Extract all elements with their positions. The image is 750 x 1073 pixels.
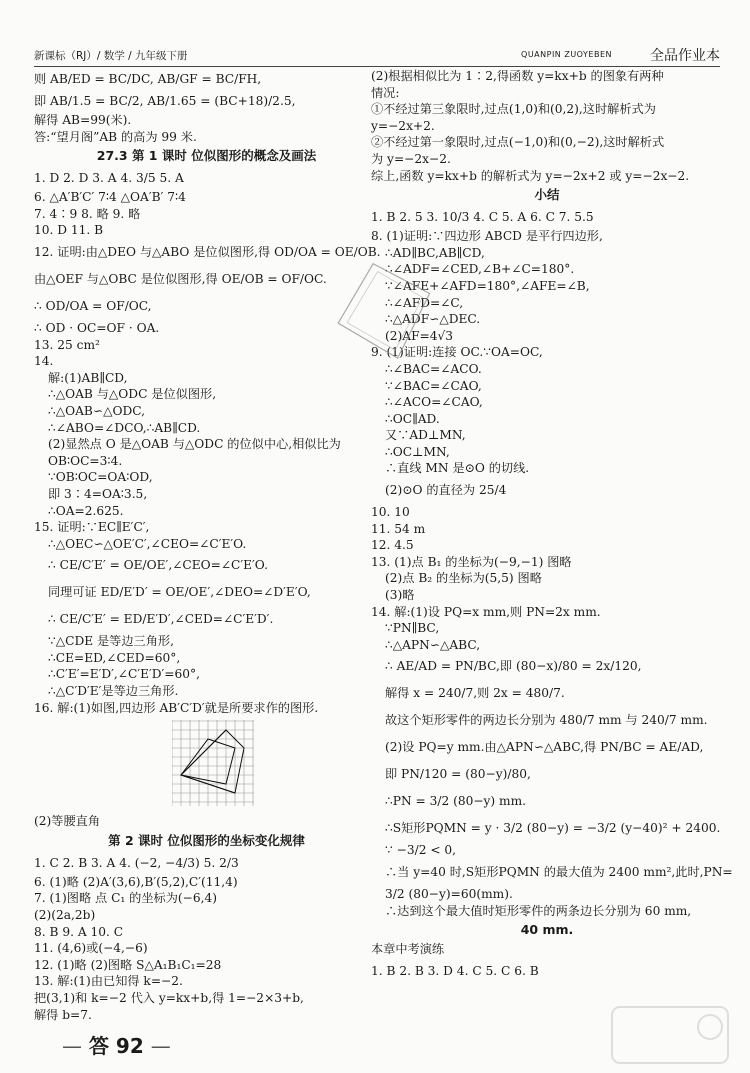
page-number: 答 92 — [88, 1034, 144, 1058]
answer-line: 综上,函数 y=kx+b 的解析式为 y=−2x+2 或 y=−2x−2. — [371, 168, 690, 183]
answer-line: ∴ OD · OC=OF · OA. — [34, 320, 160, 335]
answer-line: (2)⊙O 的直径为 25/4 — [385, 483, 507, 498]
answer-line: ∴CE=ED,∠CED=60°, — [48, 650, 181, 665]
section-heading: 40 mm. — [520, 922, 574, 938]
answer-line: ∴∠BAC=∠ACO. — [385, 361, 482, 376]
answer-line: 又∵AD⊥MN, — [385, 428, 466, 443]
answer-line: 1. D 2. D 3. A 4. 3/5 5. A — [34, 171, 184, 186]
answer-line: ∴ OD/OA = OF/OC, — [34, 298, 152, 313]
section-heading: 27.3 第 1 课时 位似图形的概念及画法 — [96, 148, 317, 164]
answer-line: (2)(2a,2b) — [34, 908, 96, 923]
answer-line: ∵∠BAC=∠CAO, — [385, 378, 482, 393]
answer-line: (2)AF=4√3 — [385, 328, 454, 343]
answer-line: 则 AB/ED = BC/DC, AB/GF = BC/FH, — [34, 72, 262, 86]
answer-line: 即 3∶4=OA∶3.5, — [48, 486, 148, 501]
answer-line: 13. 解:(1)由已知得 k=−2. — [34, 974, 183, 989]
answer-line: ∴C′E′=E′D′,∠C′E′D′=60°, — [48, 667, 200, 682]
answer-line: 解得 x = 240/7,则 2x = 480/7. — [385, 686, 565, 701]
answer-line: ∴OC∥AD. — [385, 411, 440, 426]
answer-line: 解得 b=7. — [34, 1007, 92, 1022]
answer-line: (2)设 PQ=y mm.由△APN∽△ABC,得 PN/BC = AE/AD, — [385, 740, 704, 755]
answer-line: 7. 4∶9 8. 略 9. 略 — [34, 206, 141, 221]
footer-dash-right: — — [150, 1034, 171, 1058]
answer-line: ∴S矩形PQMN = y · 3/2 (80−y) = −3/2 (y−40)² + 2400. — [385, 821, 721, 836]
answer-line: ∴达到这个最大值时矩形零件的两条边长分别为 60 mm, — [385, 903, 692, 918]
answer-line: ∴AD∥BC,AB∥CD, — [385, 245, 485, 260]
answer-line: ∵OB∶OC=OA∶OD, — [48, 470, 153, 485]
left-column — [34, 68, 379, 1023]
answer-line: 9. (1)证明:连接 OC.∵OA=OC, — [371, 345, 543, 360]
brand-title: 全品作业本 — [650, 48, 720, 64]
answer-line: 即 PN/120 = (80−y)/80, — [385, 767, 531, 782]
answer-line: 12. 4.5 — [371, 538, 414, 553]
answer-line: 解:(1)AB∥CD, — [48, 370, 128, 385]
answer-line: 15. 证明:∵EC∥E′C′, — [34, 520, 150, 535]
answer-line: 由△OEF 与△OBC 是位似图形,得 OE/OB = OF/OC. — [34, 271, 327, 286]
answer-line: 3/2 (80−y)=60(mm). — [385, 887, 513, 901]
answer-line: ∴ CE/C′E′ = ED/E′D′,∠CED=∠C′E′D′. — [48, 612, 274, 627]
section-heading: 小结 — [534, 187, 560, 203]
brand-pinyin: QUANPIN ZUOYEBEN — [521, 50, 612, 59]
answer-line: 答:“望月阁”AB 的高为 99 米. — [34, 129, 197, 144]
answer-line: ∴OA=2.625. — [48, 503, 124, 518]
answer-line: ∴△OAB∽△ODC, — [48, 403, 145, 418]
answer-line: (2)等腰直角 — [34, 814, 101, 829]
answer-line: 6. △A′B′C′ 7∶4 △OA′B′ 7∶4 — [34, 190, 186, 205]
answer-line: ∴△C′D′E′是等边三角形. — [48, 684, 179, 699]
answer-line: ∴∠ABO=∠DCO,∴AB∥CD. — [48, 420, 201, 435]
answer-line: 故这个矩形零件的两边长分别为 480/7 mm 与 240/7 mm. — [385, 713, 708, 728]
answer-line: ∴△APN∽△ABC, — [385, 637, 481, 652]
grid-figure — [172, 720, 254, 806]
answer-line: ∴ CE/C′E′ = OE/OE′,∠CEO=∠C′E′O. — [48, 558, 268, 573]
answer-line: 解得 AB=99(米). — [34, 113, 132, 127]
answer-line: ∴直线 MN 是⊙O 的切线. — [385, 461, 530, 476]
answer-line: 16. 解:(1)如图,四边形 AB′C′D′就是所要求作的图形. — [34, 700, 319, 715]
answer-line: 1. B 2. 5 3. 10/3 4. C 5. A 6. C 7. 5.5 — [371, 210, 594, 225]
section-heading: 第 2 课时 位似图形的坐标变化规律 — [108, 832, 305, 848]
answer-line: 把(3,1)和 k=−2 代入 y=kx+b,得 1=−2×3+b, — [34, 991, 304, 1005]
answer-line: 11. (4,6)或(−4,−6) — [34, 941, 148, 956]
answer-line: ∵PN∥BC, — [385, 621, 440, 636]
answer-line: OB∶OC=3∶4. — [48, 453, 123, 468]
answer-line: 本章中考演练 — [371, 942, 445, 957]
answer-line: ∴ AE/AD = PN/BC,即 (80−x)/80 = 2x/120, — [385, 659, 642, 674]
answer-line: 14. 解:(1)设 PQ=x mm,则 PN=2x mm. — [371, 604, 601, 619]
answer-line: ∵ −3/2 < 0, — [385, 843, 457, 858]
answer-line: 同理可证 ED/E′D′ = OE/OE′,∠DEO=∠D′E′O, — [48, 585, 311, 600]
answer-line: 6. (1)略 (2)A′(3,6),B′(5,2),C′(11,4) — [34, 874, 238, 889]
answer-line: 7. (1)图略 点 C₁ 的坐标为(−6,4) — [34, 891, 218, 906]
answer-line: 为 y=−2x−2. — [371, 151, 451, 166]
answer-line: 10. 10 — [371, 505, 410, 520]
answer-line: 13. (1)点 B₁ 的坐标为(−9,−1) 图略 — [371, 554, 572, 569]
answer-line: 10. D 11. B — [34, 223, 104, 238]
answer-line: (2)点 B₂ 的坐标为(5,5) 图略 — [385, 571, 542, 586]
page-footer — [62, 1030, 171, 1059]
right-column — [371, 68, 733, 985]
answer-line: 情况: — [371, 85, 400, 100]
answer-line: ∴PN = 3/2 (80−y) mm. — [385, 794, 527, 809]
answer-line: 1. C 2. B 3. A 4. (−2, −4/3) 5. 2/3 — [34, 855, 239, 870]
answer-line: ∴OC⊥MN, — [385, 444, 450, 459]
answer-line: 8. (1)证明:∵四边形 ABCD 是平行四边形, — [371, 229, 603, 244]
answer-line: ∵∠AFE+∠AFD=180°,∠AFE=∠B, — [385, 278, 590, 293]
answer-line: ∴△OAB 与△ODC 是位似图形, — [48, 387, 217, 402]
answer-line: 14. — [34, 354, 54, 369]
answer-line: y=−2x+2. — [371, 118, 435, 133]
answer-line: ①不经过第三象限时,过点(1,0)和(0,2),这时解析式为 — [371, 102, 656, 117]
answer-line: ②不经过第一象限时,过点(−1,0)和(0,−2),这时解析式 — [371, 135, 665, 150]
footer-dash-left: — — [62, 1034, 82, 1058]
watermark-logo — [610, 1005, 730, 1065]
answer-line: ∴∠AFD=∠C, — [385, 295, 464, 310]
answer-line: ∵△CDE 是等边三角形, — [48, 634, 174, 649]
answer-line: 12. 证明:由△DEO 与△ABO 是位似图形,得 OD/OA = OE/OB. — [34, 244, 381, 259]
answer-line: 1. B 2. B 3. D 4. C 5. C 6. B — [371, 963, 539, 978]
answer-line: ∴当 y=40 时,S矩形PQMN 的最大值为 2400 mm²,此时,PN= — [385, 865, 733, 879]
answer-line: (2)根据相似比为 1∶2,得函数 y=kx+b 的图象有两种 — [371, 69, 664, 83]
answer-line: ∴△ADF∽△DEC. — [385, 312, 481, 327]
answer-line: 11. 54 m — [371, 521, 426, 536]
answer-line: 即 AB/1.5 = BC/2, AB/1.65 = (BC+18)/2.5, — [34, 94, 296, 108]
answer-line: (2)显然点 O 是△OAB 与△ODC 的位似中心,相似比为 — [48, 437, 341, 452]
answer-line: 8. B 9. A 10. C — [34, 924, 124, 939]
page-header — [34, 44, 720, 67]
book-series: 新课标（RJ）/ 数学 / 九年级下册 — [34, 50, 188, 62]
answer-line: (3)略 — [385, 588, 415, 603]
answer-line: ∴∠ACO=∠CAO, — [385, 395, 483, 410]
answer-line: ∴∠ADF=∠CED,∠B+∠C=180°. — [385, 262, 575, 277]
answer-line: ∴△OEC∽△OE′C′,∠CEO=∠C′E′O. — [48, 536, 247, 551]
answer-line: 13. 25 cm² — [34, 337, 100, 352]
answer-line: 12. (1)略 (2)图略 S△A₁B₁C₁=28 — [34, 957, 222, 972]
